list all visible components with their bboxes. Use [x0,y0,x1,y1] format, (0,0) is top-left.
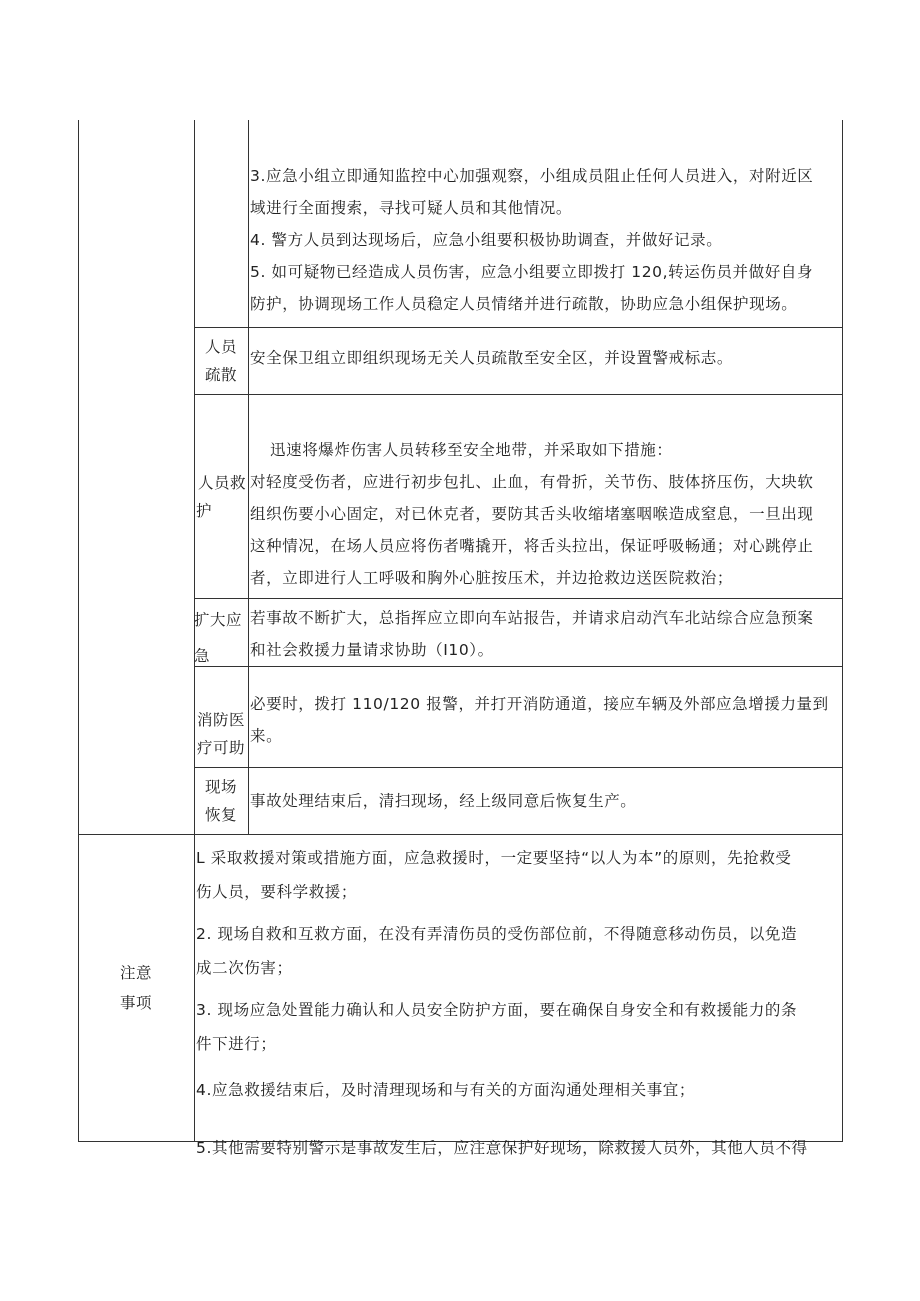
text-line: 伤人员，要科学救援； [196,883,358,901]
label-expand: 扩大应 急 [194,611,243,665]
grid-line [194,767,842,768]
text-line: L 采取救援对策或措施方面，应急救援时，一定要坚持“以人为本”的原则，先抢救受 [196,849,792,867]
text-line: 这种情况，在场人员应将伤者嘴撬开，将舌头拉出，保证呼吸畅通；对心跳停止 [250,537,814,555]
text-line: 成二次伤害； [196,959,293,977]
text-line: 2. 现场自救和互救方面，在没有弄清伤员的受伤部位前，不得随意移动伤员，以免造 [196,925,798,943]
text-line: 4. 警方人员到达现场后，应急小组要积极协助调查，并做好记录。 [250,231,723,249]
grid-line [194,394,842,395]
text-line: 者，立即进行人工呼吸和胸外心脏按压术，并边抢救边送医院救治； [250,569,734,587]
grid-line [194,327,842,328]
content-notes [196,841,808,1165]
label-notes: 注意 事项 [119,964,152,1012]
text-line: 迅速将爆炸伤害人员转移至安全地带，并采取如下措施： [270,441,673,459]
label-rescue: 人员救 护 [196,474,246,520]
text-line: 件下进行； [196,1035,277,1053]
text-line: 必要时，拨打 110/120 报警，并打开消防通道，接应车辆及外部应急增援力量到 [250,695,829,713]
grid-line [194,666,842,667]
content-rescue [250,434,814,594]
label-evacuation: 人员 疏散 [204,338,237,384]
content-evacuation [250,342,733,374]
text-line: 和社会救援力量请求协助（I10）。 [250,641,494,659]
text-line: 3. 现场应急处置能力确认和人员安全防护方面，要在确保自身安全和有救援能力的条 [196,1001,798,1019]
text-line: 防护，协调现场工作人员稳定人员情绪并进行疏散，协助应急小组保护现场。 [250,295,798,313]
text-line: 组织伤要小心固定，对已休克者，要防其舌头收缩堵塞咽喉造成窒息，一旦出现 [250,505,814,523]
text-line: 5. 如可疑物已经造成人员伤害，应急小组要立即拨打 120,转运伤员并做好自身 [250,263,814,281]
label-fire-medical: 消防医 疗可助 [196,711,245,757]
content-restore [250,785,636,817]
text-line: 事故处理结束后，清扫现场，经上级同意后恢复生产。 [250,792,637,810]
text-line: 安全保卫组立即组织现场无关人员疏散至安全区，并设置警戒标志。 [250,349,734,367]
text-line: 4.应急救援结束后，及时清理现场和与有关的方面沟通处理相关事宜； [196,1081,695,1099]
text-line: 5.其他需要特别警示是事故发生后，应注意保护好现场，除救援人员外，其他人员不得 [196,1139,808,1157]
text-line: 来。 [250,727,283,745]
text-line: 3.应急小组立即通知监控中心加强观察，小组成员阻止任何人员进入，对附近区 [250,167,814,185]
text-line: 对轻度受伤者，应进行初步包扎、止血，有骨折，关节伤、肢体挤压伤，大块软 [250,473,814,491]
text-line: 若事故不断扩大，总指挥应立即向车站报告，并请求启动汽车北站综合应急预案 [250,609,814,627]
text-line: 域进行全面搜索，寻找可疑人员和其他情况。 [250,199,573,217]
content-top-cont [250,160,813,320]
grid-line [842,120,843,1142]
label-restore: 现场 恢复 [204,778,237,824]
content-fire-medical [250,688,829,752]
content-expand [250,602,814,666]
grid-line [194,598,842,599]
grid-line [78,834,843,835]
